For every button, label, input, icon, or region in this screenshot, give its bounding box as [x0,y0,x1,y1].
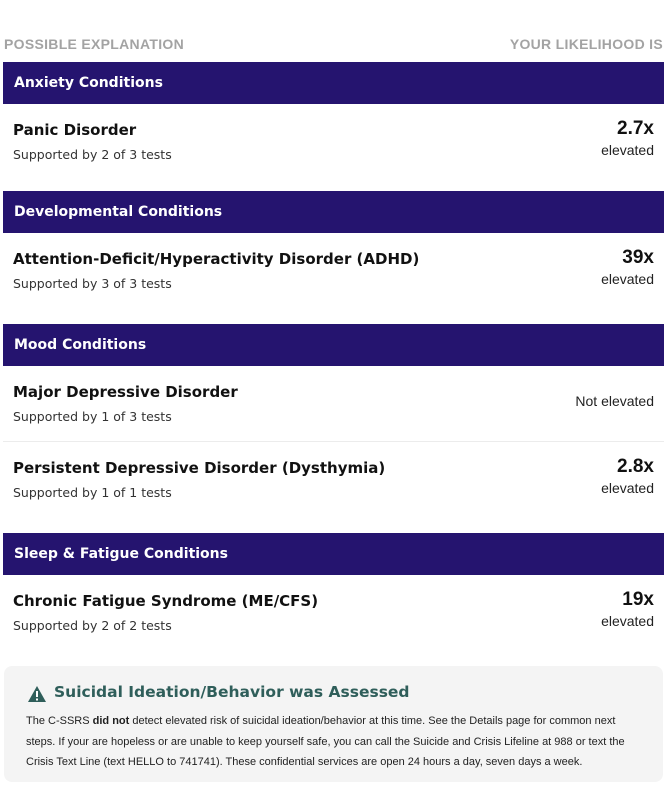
likelihood-header: YOUR LIKELIHOOD IS [509,36,663,52]
condition-name: Persistent Depressive Disorder (Dysthymia) [13,459,386,477]
condition-name: Chronic Fatigue Syndrome (ME/CFS) [13,592,319,610]
condition-support: Supported by 1 of 3 tests [13,409,172,424]
condition-row-dysthymia[interactable] [3,442,664,516]
group-title: Anxiety Conditions [14,75,163,91]
condition-support: Supported by 2 of 2 tests [13,618,172,633]
likelihood-status: elevated [601,480,654,496]
group-title: Sleep & Fatigue Conditions [14,546,228,562]
alert-body-emphasis: did not [92,715,130,727]
suicidal-ideation-alert [4,666,663,782]
group-title: Developmental Conditions [14,204,223,220]
condition-name: Major Depressive Disorder [13,383,238,401]
condition-row-chronic-fatigue-syndrome[interactable] [3,575,664,649]
column-headers [4,35,663,53]
condition-support: Supported by 2 of 3 tests [13,147,172,162]
condition-row-adhd[interactable] [3,233,664,307]
likelihood-multiplier: 2.7x [617,118,654,139]
condition-row-major-depressive-disorder[interactable] [3,366,664,440]
group-header-sleep-fatigue [3,533,664,575]
condition-row-panic-disorder[interactable] [3,104,664,178]
likelihood-multiplier: 2.8x [617,456,654,477]
likelihood-status: Not elevated [575,393,654,409]
group-header-developmental [3,191,664,233]
alert-body-suffix: detect elevated risk of suicidal ideation/behavior at this time. See the Details page for common next steps. If your are hopeless or are unable to keep yourself safe, you can call the Suicide and Crisis Lifeline at 988 or text the Crisis Text Line (text HELLO to 741741). These confidential services are open 24 hours a day, seven days a week. [26,715,625,768]
possible-explanation-header: POSSIBLE EXPLANATION [4,36,184,52]
alert-body-prefix: The C-SSRS [26,715,93,727]
likelihood-status: elevated [601,271,654,287]
group-title: Mood Conditions [14,337,147,353]
alert-body [26,711,645,773]
group-header-anxiety [3,62,664,104]
condition-support: Supported by 1 of 1 tests [13,485,172,500]
likelihood-status: elevated [601,142,654,158]
condition-name: Attention-Deficit/Hyperactivity Disorder (ADHD) [13,250,420,268]
condition-support: Supported by 3 of 3 tests [13,276,172,291]
group-header-mood [3,324,664,366]
likelihood-status: elevated [601,613,654,629]
condition-name: Panic Disorder [13,121,137,139]
warning-icon [27,685,47,703]
alert-title: Suicidal Ideation/Behavior was Assessed [54,683,410,701]
likelihood-multiplier: 39x [622,247,654,268]
likelihood-multiplier: 19x [622,589,654,610]
